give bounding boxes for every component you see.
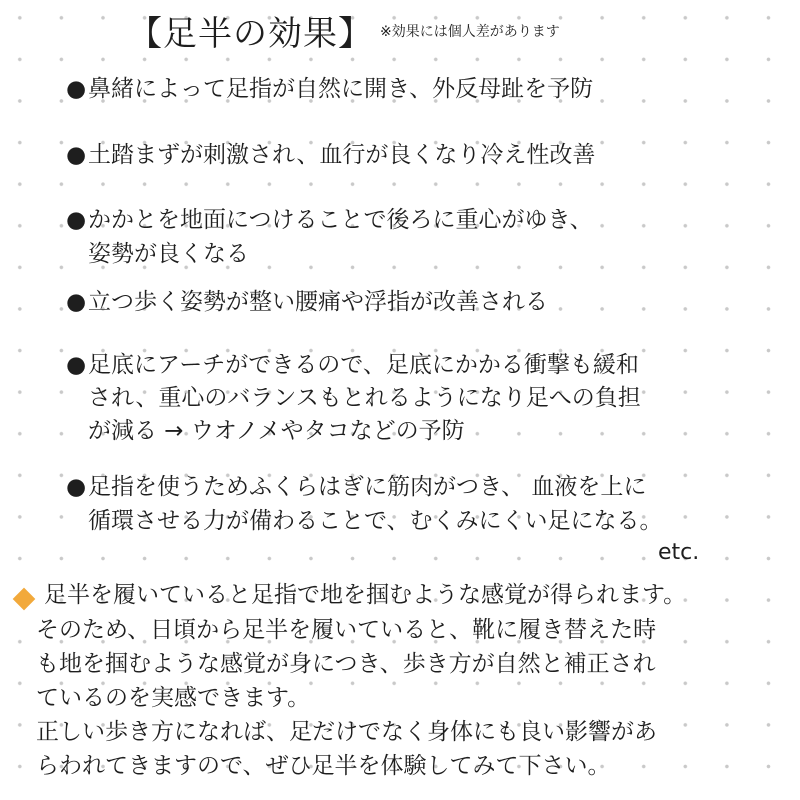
paragraph-line: も地を掴むような感覚が身につき、歩き方が自然と補正され — [36, 651, 656, 677]
paragraph-line: 足半を履いていると足指で地を掴むような感覚が得られます。 — [44, 582, 687, 608]
list-item — [66, 138, 595, 172]
list-item-continuation: され、重心のバランスもとれるようになり足への負担 — [88, 385, 641, 411]
list-item — [66, 203, 593, 237]
list-item-text: 土踏まずが刺激され、血行が良くなり冷え性改善 — [88, 142, 596, 168]
paragraph-line: 正しい歩き方になれば、足だけでなく身体にも良い影響があ — [36, 719, 657, 745]
etc-label: etc. — [658, 540, 700, 565]
list-item — [66, 72, 593, 106]
list-item-text: 鼻緒によって足指が自然に開き、外反母趾を予防 — [88, 76, 594, 102]
list-item-continuation: が減る → ウオノメやタコなどの予防 — [88, 418, 465, 444]
bullet-icon: ● — [66, 76, 87, 102]
disclaimer-note: ※効果には個人差があります — [380, 24, 560, 40]
bullet-icon: ● — [66, 352, 87, 378]
page-title: 【足半の効果】 — [128, 14, 373, 54]
paragraph-line: そのため、日頃から足半を履いていると、靴に履き替えた時 — [36, 617, 657, 643]
paragraph-line: ているのを実感できます。 — [36, 685, 311, 711]
bullet-icon: ● — [66, 289, 87, 315]
list-item — [66, 470, 646, 504]
list-item — [66, 285, 548, 319]
bullet-icon: ● — [66, 207, 87, 233]
list-item-text: 足指を使うためふくらはぎに筋肉がつき、 血液を上に — [88, 474, 647, 500]
orange-diamond-icon — [13, 588, 36, 611]
list-item-continuation: 姿勢が良くなる — [88, 241, 249, 267]
list-item-text: かかとを地面につけることで後ろに重心がゆき、 — [88, 207, 593, 233]
list-item-text: 立つ歩く姿勢が整い腰痛や浮指が改善される — [88, 289, 548, 315]
list-item — [66, 348, 639, 382]
list-item-continuation: 循環させる力が備わることで、むくみにくい足になる。 — [88, 508, 663, 534]
paragraph-line: らわれてきますので、ぜひ足半を体験してみて下さい。 — [36, 753, 611, 779]
bullet-icon: ● — [66, 142, 87, 168]
list-item-text: 足底にアーチができるので、足底にかかる衝撃も緩和 — [88, 352, 639, 378]
bullet-icon: ● — [66, 474, 87, 500]
